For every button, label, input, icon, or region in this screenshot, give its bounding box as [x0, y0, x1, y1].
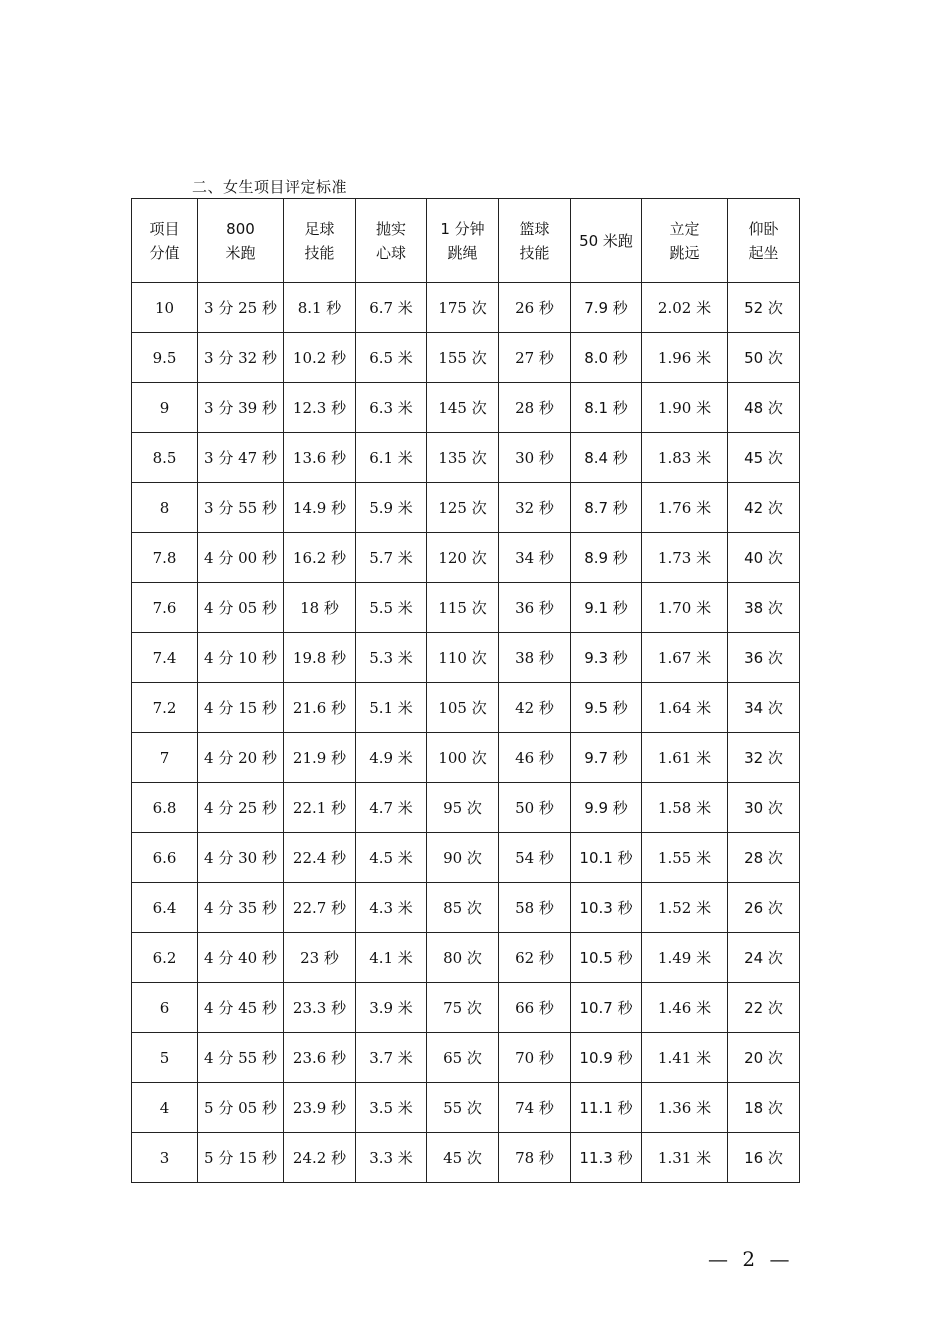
- table-cell: 45 次: [728, 433, 800, 483]
- table-cell: 52 次: [728, 283, 800, 333]
- table-cell: 10: [132, 283, 198, 333]
- table-cell: 70 秒: [499, 1033, 571, 1083]
- table-cell: 110 次: [427, 633, 499, 683]
- table-cell: 4: [132, 1083, 198, 1133]
- table-cell: 5.3 米: [356, 633, 427, 683]
- table-cell: 3.3 米: [356, 1133, 427, 1183]
- table-cell: 1.64 米: [642, 683, 728, 733]
- table-body: [132, 283, 800, 1183]
- table-cell: 1.90 米: [642, 383, 728, 433]
- table-cell: 4 分 30 秒: [198, 833, 284, 883]
- table-cell: 7.8: [132, 533, 198, 583]
- table-cell: 135 次: [427, 433, 499, 483]
- table-cell: 65 次: [427, 1033, 499, 1083]
- table-cell: 9.1 秒: [571, 583, 642, 633]
- table-cell: 9: [132, 383, 198, 433]
- table-cell: 36 次: [728, 633, 800, 683]
- table-cell: 5.7 米: [356, 533, 427, 583]
- column-header-line: 1 分钟: [440, 219, 485, 238]
- table-cell: 4 分 15 秒: [198, 683, 284, 733]
- table-cell: 5.9 米: [356, 483, 427, 533]
- table-cell: 24.2 秒: [284, 1133, 356, 1183]
- table-cell: 12.3 秒: [284, 383, 356, 433]
- table-cell: 1.76 米: [642, 483, 728, 533]
- table-cell: 5 分 05 秒: [198, 1083, 284, 1133]
- table-cell: 66 秒: [499, 983, 571, 1033]
- table-cell: 1.96 米: [642, 333, 728, 383]
- table-cell: 90 次: [427, 833, 499, 883]
- table-cell: 120 次: [427, 533, 499, 583]
- table-cell: 55 次: [427, 1083, 499, 1133]
- table-cell: 9.7 秒: [571, 733, 642, 783]
- table-cell: 7.9 秒: [571, 283, 642, 333]
- table-cell: 54 秒: [499, 833, 571, 883]
- table-cell: 34 秒: [499, 533, 571, 583]
- table-cell: 1.46 米: [642, 983, 728, 1033]
- table-cell: 3 分 55 秒: [198, 483, 284, 533]
- table-cell: 11.3 秒: [571, 1133, 642, 1183]
- table-cell: 6.3 米: [356, 383, 427, 433]
- column-header: [198, 199, 284, 283]
- table-cell: 10.5 秒: [571, 933, 642, 983]
- table-cell: 1.36 米: [642, 1083, 728, 1133]
- table-cell: 3 分 47 秒: [198, 433, 284, 483]
- table-row: [132, 683, 800, 733]
- table-cell: 21.6 秒: [284, 683, 356, 733]
- table-cell: 10.3 秒: [571, 883, 642, 933]
- table-cell: 9.5 秒: [571, 683, 642, 733]
- table-cell: 74 秒: [499, 1083, 571, 1133]
- table-cell: 38 次: [728, 583, 800, 633]
- table-cell: 30 秒: [499, 433, 571, 483]
- table-cell: 3.7 米: [356, 1033, 427, 1083]
- table-row: [132, 833, 800, 883]
- table-cell: 26 次: [728, 883, 800, 933]
- table-cell: 8.1 秒: [284, 283, 356, 333]
- table-row: [132, 1083, 800, 1133]
- table-row: [132, 783, 800, 833]
- table-row: [132, 1133, 800, 1183]
- table-cell: 10.7 秒: [571, 983, 642, 1033]
- column-header-line: 起坐: [748, 243, 779, 262]
- table-cell: 4 分 25 秒: [198, 783, 284, 833]
- table-cell: 23.9 秒: [284, 1083, 356, 1133]
- table-cell: 105 次: [427, 683, 499, 733]
- page-number: — 2 —: [708, 1247, 794, 1271]
- column-header: [132, 199, 198, 283]
- table-cell: 24 次: [728, 933, 800, 983]
- table-cell: 115 次: [427, 583, 499, 633]
- column-header: [642, 199, 728, 283]
- table-cell: 3.9 米: [356, 983, 427, 1033]
- column-header: [427, 199, 499, 283]
- table-cell: 58 秒: [499, 883, 571, 933]
- table-cell: 4 分 45 秒: [198, 983, 284, 1033]
- table-row: [132, 883, 800, 933]
- table-cell: 3 分 39 秒: [198, 383, 284, 433]
- column-header-line: 技能: [304, 243, 335, 262]
- table-cell: 5.1 米: [356, 683, 427, 733]
- table-cell: 7.4: [132, 633, 198, 683]
- table-cell: 8.1 秒: [571, 383, 642, 433]
- table-cell: 8.4 秒: [571, 433, 642, 483]
- table-row: [132, 283, 800, 333]
- column-header-line: 800: [226, 219, 255, 238]
- table-cell: 7: [132, 733, 198, 783]
- table-cell: 4 分 20 秒: [198, 733, 284, 783]
- column-header-line: 项目: [149, 219, 180, 238]
- table-cell: 3 分 25 秒: [198, 283, 284, 333]
- table-cell: 14.9 秒: [284, 483, 356, 533]
- table-cell: 36 秒: [499, 583, 571, 633]
- table-cell: 34 次: [728, 683, 800, 733]
- table-cell: 9.5: [132, 333, 198, 383]
- scoring-standards-table: [131, 198, 800, 1183]
- column-header: [284, 199, 356, 283]
- table-cell: 23 秒: [284, 933, 356, 983]
- table-cell: 1.83 米: [642, 433, 728, 483]
- table-cell: 46 秒: [499, 733, 571, 783]
- column-header-line: 仰卧: [748, 219, 779, 238]
- table-cell: 62 秒: [499, 933, 571, 983]
- table-cell: 8.5: [132, 433, 198, 483]
- column-header-line: 跳绳: [447, 243, 478, 262]
- table-cell: 85 次: [427, 883, 499, 933]
- table-cell: 175 次: [427, 283, 499, 333]
- table-cell: 1.73 米: [642, 533, 728, 583]
- table-cell: 95 次: [427, 783, 499, 833]
- table-row: [132, 383, 800, 433]
- table-cell: 42 次: [728, 483, 800, 533]
- table-cell: 6.8: [132, 783, 198, 833]
- table-row: [132, 733, 800, 783]
- table-cell: 3 分 32 秒: [198, 333, 284, 383]
- table-cell: 13.6 秒: [284, 433, 356, 483]
- table-cell: 1.49 米: [642, 933, 728, 983]
- column-header-line: 心球: [375, 243, 406, 262]
- table-cell: 6: [132, 983, 198, 1033]
- table-row: [132, 533, 800, 583]
- table-cell: 4.5 米: [356, 833, 427, 883]
- table-cell: 4.9 米: [356, 733, 427, 783]
- column-header: [356, 199, 427, 283]
- table-cell: 4 分 35 秒: [198, 883, 284, 933]
- table-cell: 6.2: [132, 933, 198, 983]
- table-row: [132, 583, 800, 633]
- table-cell: 2.02 米: [642, 283, 728, 333]
- table-cell: 20 次: [728, 1033, 800, 1083]
- table-cell: 4.3 米: [356, 883, 427, 933]
- table-cell: 6.1 米: [356, 433, 427, 483]
- table-cell: 1.67 米: [642, 633, 728, 683]
- table-cell: 23.6 秒: [284, 1033, 356, 1083]
- table-cell: 100 次: [427, 733, 499, 783]
- table-cell: 1.55 米: [642, 833, 728, 883]
- table-cell: 40 次: [728, 533, 800, 583]
- column-header-line: 篮球: [519, 219, 550, 238]
- table-cell: 26 秒: [499, 283, 571, 333]
- table-cell: 11.1 秒: [571, 1083, 642, 1133]
- table-cell: 1.61 米: [642, 733, 728, 783]
- column-header-line: 米跑: [225, 243, 256, 262]
- table-cell: 28 次: [728, 833, 800, 883]
- table-cell: 7.2: [132, 683, 198, 733]
- table-cell: 4.7 米: [356, 783, 427, 833]
- table-cell: 38 秒: [499, 633, 571, 683]
- column-header-line: 技能: [519, 243, 550, 262]
- table-cell: 3: [132, 1133, 198, 1183]
- table-cell: 22 次: [728, 983, 800, 1033]
- table-cell: 7.6: [132, 583, 198, 633]
- table-cell: 10.9 秒: [571, 1033, 642, 1083]
- table-cell: 4 分 55 秒: [198, 1033, 284, 1083]
- column-header-line: 50 米跑: [579, 231, 633, 250]
- table-cell: 1.31 米: [642, 1133, 728, 1183]
- column-header-line: 足球: [304, 219, 335, 238]
- table-cell: 45 次: [427, 1133, 499, 1183]
- section-title: 二、女生项目评定标准: [192, 178, 348, 196]
- table-cell: 22.1 秒: [284, 783, 356, 833]
- table-row: [132, 983, 800, 1033]
- table-cell: 6.7 米: [356, 283, 427, 333]
- table-cell: 22.4 秒: [284, 833, 356, 883]
- table-row: [132, 483, 800, 533]
- column-header: [728, 199, 800, 283]
- table-cell: 125 次: [427, 483, 499, 533]
- table-cell: 32 次: [728, 733, 800, 783]
- table-cell: 8.0 秒: [571, 333, 642, 383]
- table-cell: 5: [132, 1033, 198, 1083]
- table-cell: 28 秒: [499, 383, 571, 433]
- table-row: [132, 333, 800, 383]
- table-cell: 21.9 秒: [284, 733, 356, 783]
- column-header-line: 立定: [669, 219, 700, 238]
- table-row: [132, 1033, 800, 1083]
- table-cell: 155 次: [427, 333, 499, 383]
- table-cell: 1.58 米: [642, 783, 728, 833]
- column-header-line: 分值: [149, 243, 180, 262]
- column-header: [499, 199, 571, 283]
- table-cell: 19.8 秒: [284, 633, 356, 683]
- table-cell: 8.9 秒: [571, 533, 642, 583]
- table-cell: 9.3 秒: [571, 633, 642, 683]
- table-cell: 4 分 10 秒: [198, 633, 284, 683]
- column-header: [571, 199, 642, 283]
- table-cell: 16 次: [728, 1133, 800, 1183]
- table-cell: 5.5 米: [356, 583, 427, 633]
- table-cell: 4 分 05 秒: [198, 583, 284, 633]
- column-header-line: 抛实: [375, 219, 406, 238]
- table-cell: 6.6: [132, 833, 198, 883]
- table-cell: 48 次: [728, 383, 800, 433]
- table-cell: 30 次: [728, 783, 800, 833]
- table-cell: 9.9 秒: [571, 783, 642, 833]
- table-cell: 80 次: [427, 933, 499, 983]
- table-cell: 5 分 15 秒: [198, 1133, 284, 1183]
- table-cell: 3.5 米: [356, 1083, 427, 1133]
- table-cell: 50 秒: [499, 783, 571, 833]
- table-cell: 8: [132, 483, 198, 533]
- table-cell: 16.2 秒: [284, 533, 356, 583]
- column-header-line: 跳远: [669, 243, 700, 262]
- table-cell: 10.1 秒: [571, 833, 642, 883]
- table-cell: 6.4: [132, 883, 198, 933]
- table-cell: 4.1 米: [356, 933, 427, 983]
- table-row: [132, 633, 800, 683]
- table-cell: 27 秒: [499, 333, 571, 383]
- table-cell: 4 分 40 秒: [198, 933, 284, 983]
- table-cell: 78 秒: [499, 1133, 571, 1183]
- table-cell: 22.7 秒: [284, 883, 356, 933]
- table-row: [132, 933, 800, 983]
- table-cell: 10.2 秒: [284, 333, 356, 383]
- table-cell: 18 秒: [284, 583, 356, 633]
- table-cell: 18 次: [728, 1083, 800, 1133]
- table-cell: 8.7 秒: [571, 483, 642, 533]
- table-cell: 75 次: [427, 983, 499, 1033]
- table-header-row: [132, 199, 800, 283]
- table-cell: 4 分 00 秒: [198, 533, 284, 583]
- table-row: [132, 433, 800, 483]
- table-cell: 23.3 秒: [284, 983, 356, 1033]
- table-cell: 32 秒: [499, 483, 571, 533]
- table-cell: 1.41 米: [642, 1033, 728, 1083]
- table-cell: 6.5 米: [356, 333, 427, 383]
- table-cell: 145 次: [427, 383, 499, 433]
- table-cell: 1.52 米: [642, 883, 728, 933]
- table-cell: 1.70 米: [642, 583, 728, 633]
- table-cell: 50 次: [728, 333, 800, 383]
- table-cell: 42 秒: [499, 683, 571, 733]
